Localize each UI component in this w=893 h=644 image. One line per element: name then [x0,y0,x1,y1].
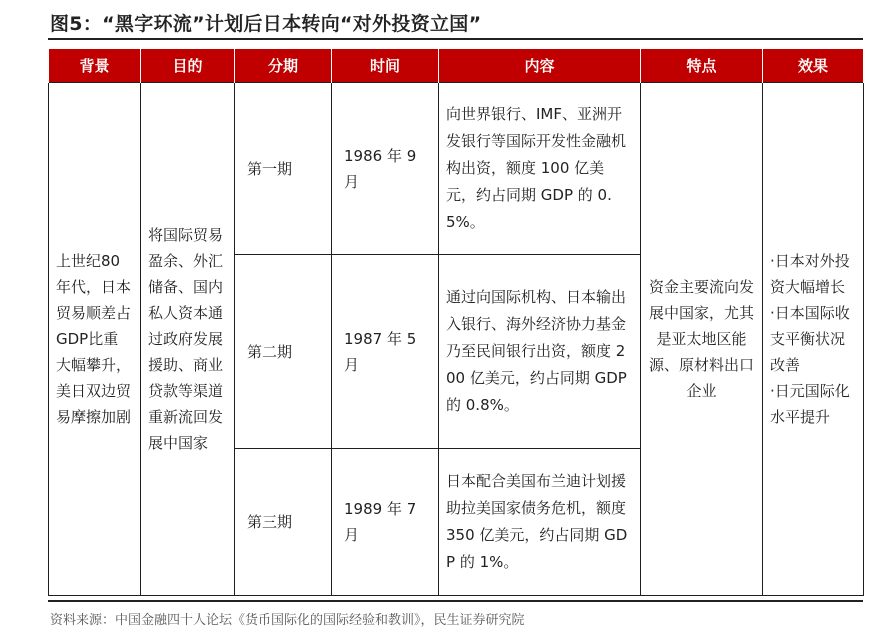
title-divider [48,38,863,40]
header-background: 背景 [49,49,141,83]
figure-title: 图5：“黑字环流”计划后日本转向“对外投资立国” [50,13,482,35]
header-features: 特点 [641,49,763,83]
phase-cell: 第二期 [235,255,332,449]
source-note: 资料来源：中国金融四十人论坛《货币国际化的国际经验和教训》，民生证券研究院 [50,613,525,628]
japan-overseas-investment-table [48,49,864,596]
time-cell: 1989 年 7 月 [332,449,439,596]
content-cell: 向世界银行、IMF、亚洲开发银行等国际开发性金融机构出资，额度 100 亿美元，约占同期 GDP 的 0.5%。 [439,83,641,255]
effect-item: ·日本对外投资大幅增长 [770,252,850,296]
header-phase: 分期 [235,49,332,83]
effect-item: ·日本国际收支平衡状况改善 [770,304,850,374]
header-purpose: 目的 [141,49,235,83]
header-content: 内容 [439,49,641,83]
features-cell: 资金主要流向发展中国家，尤其是亚太地区能源、原材料出口企业 [641,83,763,596]
background-cell: 上世纪80年代，日本贸易顺差占GDP比重大幅攀升，美日双边贸易摩擦加剧 [49,83,141,596]
table-header-row [49,49,864,83]
purpose-cell: 将国际贸易盈余、外汇储备、国内私人资本通过政府发展援助、商业贷款等渠道重新流回发展中国家 [141,83,235,596]
header-effects: 效果 [763,49,864,83]
table-row [49,83,864,255]
content-cell: 日本配合美国布兰迪计划援助拉美国家债务危机，额度 350 亿美元，约占同期 GDP 的 1%。 [439,449,641,596]
phase-cell: 第一期 [235,83,332,255]
effects-cell [763,83,864,596]
bottom-divider [48,600,863,602]
content-cell: 通过向国际机构、日本输出入银行、海外经济协力基金乃至民间银行出资，额度 200 亿美元，约占同期 GDP 的 0.8%。 [439,255,641,449]
effect-item: ·日元国际化水平提升 [770,382,850,426]
header-time: 时间 [332,49,439,83]
phase-cell: 第三期 [235,449,332,596]
time-cell: 1986 年 9 月 [332,83,439,255]
time-cell: 1987 年 5 月 [332,255,439,449]
